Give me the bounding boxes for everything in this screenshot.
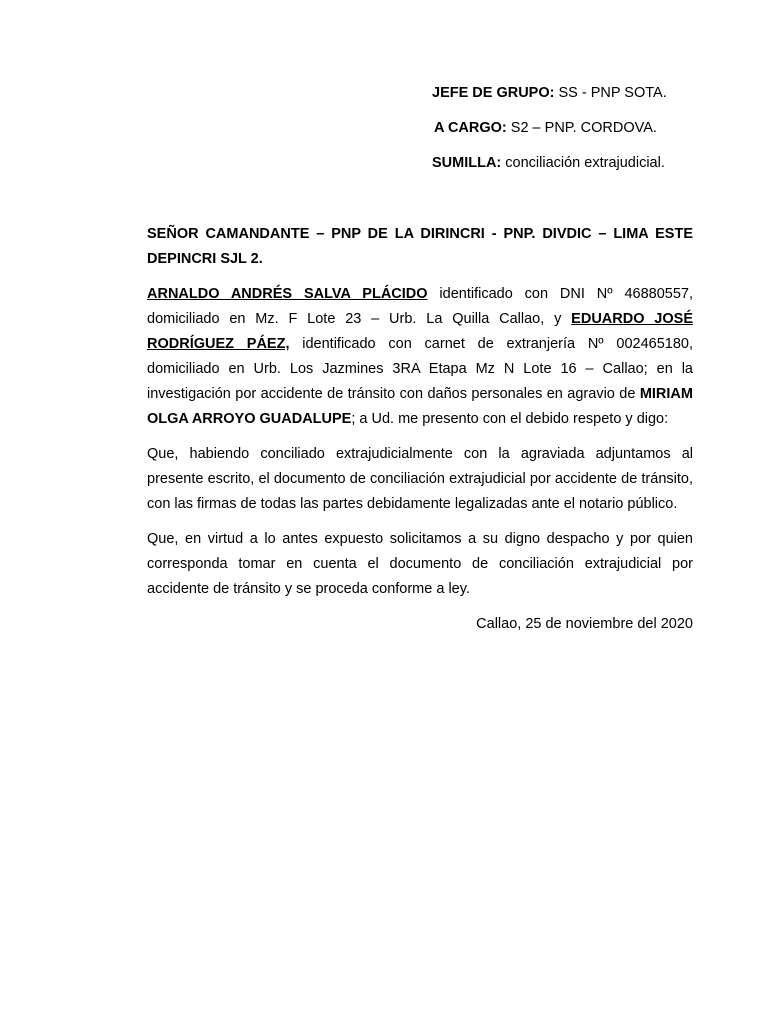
intro-text-1: identificado con DNI Nº 46880557, domiciliado en Mz. F Lote 23 – Urb. La Quilla Callao, y xyxy=(147,286,693,327)
victim-name: MIRIAM OLGA ARROYO GUADALUPE xyxy=(147,386,693,427)
sumilla-value: conciliación extrajudicial. xyxy=(501,155,665,171)
date-line: Callao, 25 de noviembre del 2020 xyxy=(476,616,693,632)
intro-paragraph xyxy=(147,282,693,432)
intro-text-2: identificado con carnet de extranjería Nº 002465180, domiciliado en Urb. Los Jazmines 3RA Etapa Mz N Lote 16 – Callao; en la investigación por accidente de tránsito con daños personales en agravio de xyxy=(147,336,693,402)
addressee: SEÑOR CAMANDANTE – PNP DE LA DIRINCRI - PNP. DIVDIC – LIMA ESTE DEPINCRI SJL 2. xyxy=(147,226,693,267)
header-cargo-line xyxy=(400,118,700,138)
paragraph-request: Que, en virtud a lo antes expuesto solicitamos a su digno despacho y por quien corresponda tomar en cuenta el documento de conciliación extrajudicial por accidente de tránsito y se proceda conforme a ley. xyxy=(147,531,693,597)
sumilla-label: SUMILLA: xyxy=(432,155,502,171)
person2-name: EDUARDO JOSÉ RODRÍGUEZ PÁEZ, xyxy=(147,311,693,352)
body-block xyxy=(147,222,693,637)
header-jefe-line xyxy=(400,83,700,103)
header-sumilla-line xyxy=(400,153,700,173)
person1-name: ARNALDO ANDRÉS SALVA PLÁCIDO xyxy=(147,286,428,302)
cargo-value: S2 – PNP. CORDOVA. xyxy=(506,120,657,136)
jefe-label: JEFE DE GRUPO: xyxy=(432,85,555,101)
jefe-value: SS - PNP SOTA. xyxy=(554,85,667,101)
cargo-label: A CARGO: xyxy=(434,120,507,136)
paragraph-conciliation: Que, habiendo conciliado extrajudicialmente con la agraviada adjuntamos al presente escrito, el documento de conciliación extrajudicial por accidente de tránsito, con las firmas de todas las partes debidamente legalizadas ante el notario público. xyxy=(147,446,693,512)
intro-text-3: ; a Ud. me presento con el debido respeto y digo: xyxy=(351,411,669,427)
header-block xyxy=(400,83,700,188)
